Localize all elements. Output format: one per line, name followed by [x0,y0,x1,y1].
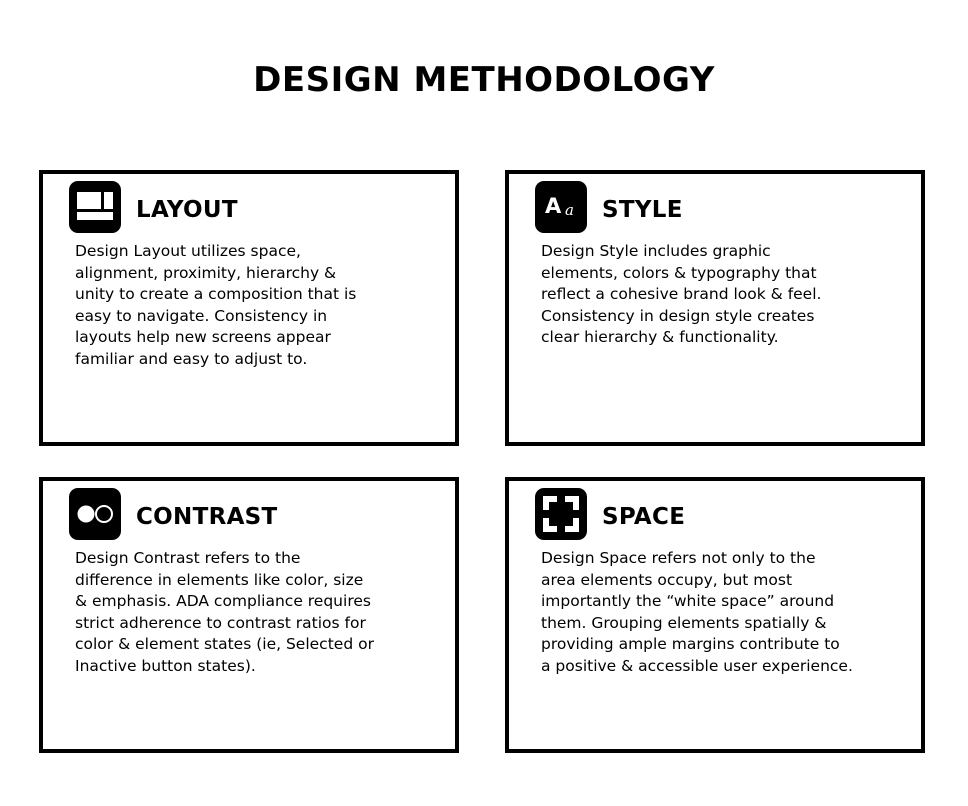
card-body: Design Style includes graphic elements, colors & typography that reflect a cohesive brand look & feel. Consistency in design style creates clear hierarchy & functionality. [541,242,822,347]
card-body: Design Contrast refers to the difference in elements like color, size & emphasis. ADA compliance requires strict adherence to contrast ratios for color & element states (ie, Selected or Inactive button states). [75,549,374,675]
svg-text:a: a [565,201,574,219]
card-layout [39,170,459,446]
card-heading: SPACE [602,504,686,530]
contrast-icon [69,488,121,540]
card-space [505,477,925,753]
card-heading: STYLE [602,197,683,223]
card-contrast [39,477,459,753]
card-heading: CONTRAST [136,504,278,530]
space-icon [535,488,587,540]
svg-text:A: A [545,194,562,218]
card-body: Design Space refers not only to the area elements occupy, but most importantly the “white space” around them. Grouping elements spatially & providing ample margins contribute to a positive & accessible user experience. [541,549,853,675]
typography-icon [535,181,587,233]
page-title: DESIGN METHODOLOGY [253,60,715,100]
layout-icon [69,181,121,233]
card-heading: LAYOUT [136,197,238,223]
card-style [505,170,925,446]
card-body: Design Layout utilizes space, alignment, proximity, hierarchy & unity to create a composition that is easy to navigate. Consistency in layouts help new screens appear familiar and easy to adjust to. [75,242,357,368]
